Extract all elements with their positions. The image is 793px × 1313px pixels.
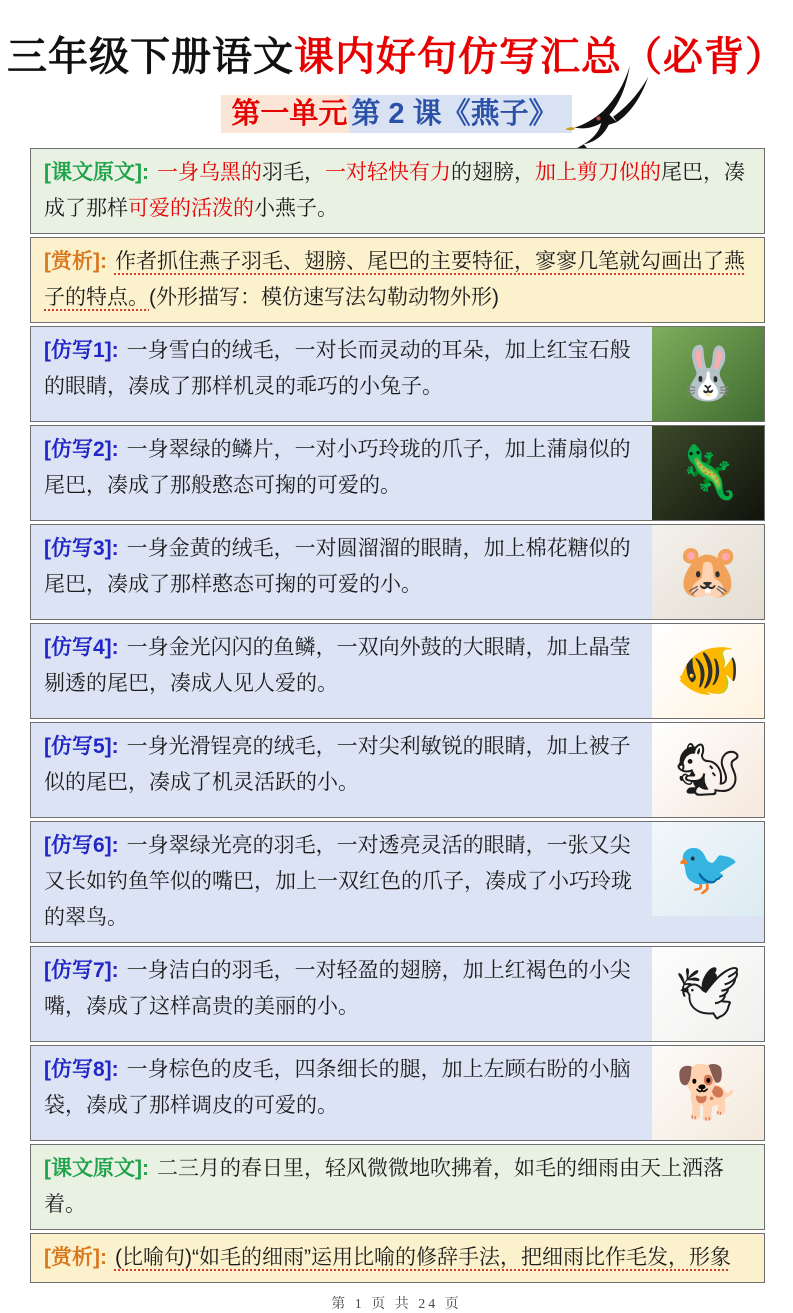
page-number: 第 1 页 共 24 页 xyxy=(331,1297,462,1312)
section-row-fangxie-7 xyxy=(30,821,765,943)
text-segment: 尾巴，凑成了那样 xyxy=(44,161,745,220)
kingfisher-photo: 🐦 xyxy=(652,822,764,916)
text-segment: 加上剪刀似的 xyxy=(534,161,661,184)
section-row-shangxi-1 xyxy=(30,237,765,323)
section-label: [赏析]: xyxy=(44,250,107,273)
dog-photo: 🐕 xyxy=(652,1046,764,1140)
section-row-yuanwen-10 xyxy=(30,1144,765,1230)
goldfish-photo: 🐠 xyxy=(652,624,764,718)
section-row-fangxie-9 xyxy=(30,1045,765,1141)
section-label: [仿写6]: xyxy=(44,834,119,857)
text-segment: 一身棕色的皮毛，四条细长的腿，加上左顾右盼的小脑袋，凑成了那样调皮的可爱的。 xyxy=(44,1058,631,1117)
section-row-shangxi-11 xyxy=(30,1233,765,1283)
section-row-fangxie-5 xyxy=(30,623,765,719)
text-segment: 作者抓住燕子羽毛、翅膀、尾巴的主要特征，寥寥几笔就勾画出了燕子的特点。 xyxy=(44,250,745,309)
text-segment: 一身翠绿光亮的羽毛，一对透亮灵活的眼睛，一张又尖又长如钓鱼竿似的嘴巴，加上一双红色的爪子，凑成了小巧玲珑的翠鸟。 xyxy=(44,834,632,929)
section-label: [仿写8]: xyxy=(44,1058,119,1081)
text-segment: 一身金光闪闪的鱼鳞，一双向外鼓的大眼睛，加上晶莹剔透的尾巴，凑成人见人爱的。 xyxy=(44,636,631,695)
subtitle-unit: 第一单元 xyxy=(221,95,349,133)
text-segment: 一身光滑锃亮的绒毛，一对尖利敏锐的眼睛，加上被子似的尾巴，凑成了机灵活跃的小。 xyxy=(44,735,631,794)
subtitle xyxy=(0,94,793,140)
page-title-red: 课内好句仿写汇总（必背） xyxy=(294,35,786,79)
page-title xyxy=(0,34,793,80)
section-label: [仿写7]: xyxy=(44,959,119,982)
page-title-black: 三年级下册语文 xyxy=(7,35,294,79)
text-segment: 一对轻快有力 xyxy=(324,161,451,184)
text-segment: 小燕子。 xyxy=(254,197,338,220)
section-row-fangxie-4 xyxy=(30,524,765,620)
section-row-fangxie-8 xyxy=(30,946,765,1042)
text-segment: 二三月的春日里，轻风微微地吹拂着，如毛的细雨由天上洒落着。 xyxy=(44,1157,724,1216)
worksheet-table xyxy=(30,148,765,1283)
text-segment: 一身雪白的绒毛，一对长而灵动的耳朵，加上红宝石般的眼睛，凑成了那样机灵的乖巧的小兔子。 xyxy=(44,339,631,398)
text-segment: 一身乌黑的 xyxy=(156,161,262,184)
section-label: [仿写5]: xyxy=(44,735,119,758)
text-segment: (比喻句)“如毛的细雨”运用比喻的修辞手法，把细雨比作毛发，形象 xyxy=(114,1246,731,1269)
text-segment: 可爱的活泼的 xyxy=(128,197,254,220)
text-segment: 羽毛， xyxy=(261,161,325,184)
dove-photo: 🕊 xyxy=(652,947,764,1041)
text-segment: 一身金黄的绒毛，一对圆溜溜的眼睛，加上棉花糖似的尾巴，凑成了那样憨态可掬的可爱的小。 xyxy=(44,537,631,596)
section-row-fangxie-3 xyxy=(30,425,765,521)
section-label: [赏析]: xyxy=(44,1246,107,1269)
section-label: [仿写2]: xyxy=(44,438,119,461)
section-label: [课文原文]: xyxy=(44,161,149,184)
subtitle-lesson: 第 2 课《燕子》 xyxy=(349,95,571,133)
section-label: [仿写1]: xyxy=(44,339,119,362)
swallow-icon xyxy=(556,66,652,158)
squirrel-photo: 🐿 xyxy=(652,723,764,817)
section-label: [仿写4]: xyxy=(44,636,119,659)
section-label: [课文原文]: xyxy=(44,1157,149,1180)
hamster-photo: 🐹 xyxy=(652,525,764,619)
text-segment: 一身翠绿的鳞片，一对小巧玲珑的爪子，加上蒲扇似的尾巴，凑成了那般憨态可掬的可爱的。 xyxy=(44,438,631,497)
text-segment: 的翅膀， xyxy=(450,161,535,184)
section-label: [仿写3]: xyxy=(44,537,119,560)
section-row-fangxie-6 xyxy=(30,722,765,818)
rabbit-photo: 🐰 xyxy=(652,327,764,421)
text-segment: (外形描写：模仿速写法勾勒动物外形) xyxy=(149,286,499,309)
lizard-photo: 🦎 xyxy=(652,426,764,520)
section-row-yuanwen-0 xyxy=(30,148,765,234)
section-row-fangxie-2 xyxy=(30,326,765,422)
text-segment: 一身洁白的羽毛，一对轻盈的翅膀，加上红褐色的小尖嘴，凑成了这样高贵的美丽的小。 xyxy=(44,959,631,1018)
